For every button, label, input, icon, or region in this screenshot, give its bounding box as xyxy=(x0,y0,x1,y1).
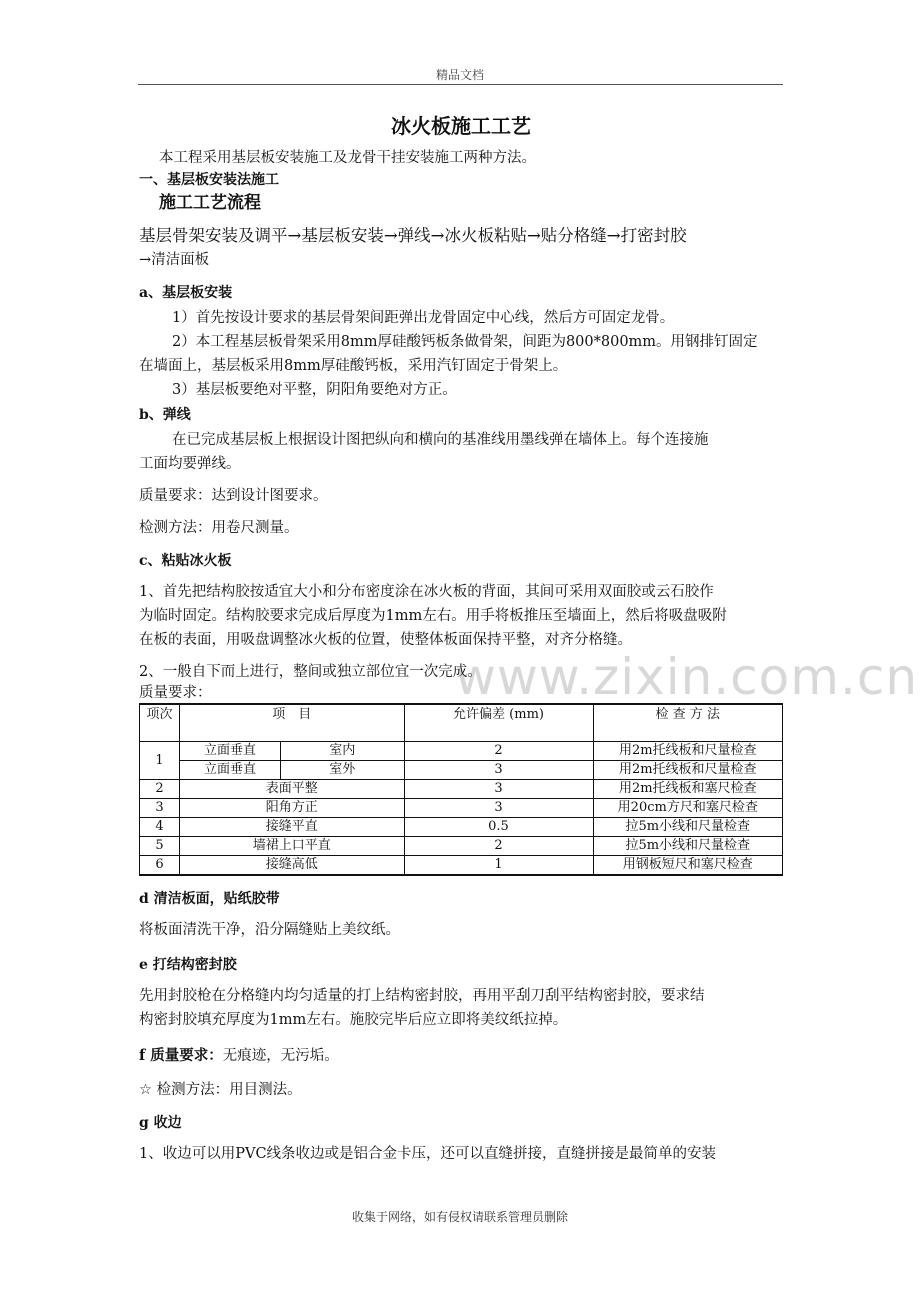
row-method: 用钢板短尺和塞尺检查 xyxy=(593,856,783,876)
section-d-heading: d 清洁板面，贴纸胶带 xyxy=(139,891,280,907)
section-e-heading: e 打结构密封胶 xyxy=(139,957,237,973)
page-header: 精品文档 xyxy=(435,68,484,82)
section-c-quality-label: 质量要求： xyxy=(139,685,212,701)
row1-no: 1 xyxy=(140,742,180,780)
row-item: 阳角方正 xyxy=(180,799,405,818)
row-value: 2 xyxy=(404,837,593,856)
row1a-method: 用2m托线板和尺量检查 xyxy=(593,742,783,761)
table-header-row xyxy=(140,704,783,742)
row1a-sub: 室内 xyxy=(281,742,405,761)
intro-paragraph: 本工程采用基层板安装施工及龙骨干挂安装施工两种方法。 xyxy=(159,150,536,166)
row-no: 3 xyxy=(140,799,180,818)
section-b-p1b: 工面均要弹线。 xyxy=(139,456,241,472)
row-item: 表面平整 xyxy=(180,780,405,799)
section-a-p3: 3）基层板要绝对平整，阴阳角要绝对方正。 xyxy=(172,382,457,398)
section-e-p1b: 构密封胶填充厚度为1mm左右。施胶完毕后应立即将美纹纸拉掉。 xyxy=(139,1012,568,1028)
header-rule xyxy=(138,84,783,85)
row-item: 接缝平直 xyxy=(180,818,405,837)
row-no: 6 xyxy=(140,856,180,876)
process-flow-line2: →清洁面板 xyxy=(139,252,210,268)
row-method: 用20cm方尺和塞尺检查 xyxy=(593,799,783,818)
section-c-p2: 2、一般自下而上进行，整间或独立部位宜一次完成。 xyxy=(139,664,482,680)
table-row xyxy=(140,761,783,780)
watermark: www.zixin.com.cn xyxy=(455,648,919,706)
section-f-text: 无痕迹，无污垢。 xyxy=(222,1048,339,1064)
table-row xyxy=(140,837,783,856)
star-icon: ☆ xyxy=(139,1082,152,1098)
section-f-label: f 质量要求： xyxy=(139,1047,223,1064)
row-method: 拉5m小线和尺量检查 xyxy=(593,837,783,856)
section-c-p1c: 在板的表面，用吸盘调整冰火板的位置，使整体板面保持平整，对齐分格缝。 xyxy=(139,632,632,648)
table-row xyxy=(140,742,783,761)
section-b-quality: 质量要求：达到设计图要求。 xyxy=(139,488,328,504)
section-check-text: 检测方法：用目测法。 xyxy=(156,1082,302,1098)
row1a-item: 立面垂直 xyxy=(180,742,281,761)
section-b-heading: b、弹线 xyxy=(139,407,191,423)
section-f xyxy=(139,1044,783,1068)
header-tolerance: 允许偏差 (mm) xyxy=(404,704,593,742)
section-a-p2a: 2）本工程基层板骨架采用8mm厚硅酸钙板条做骨架，间距为800*800mm。用钢排钉固定 xyxy=(172,334,758,350)
section-a-p1: 1）首先按设计要求的基层骨架间距弹出龙骨固定中心线，然后方可固定龙骨。 xyxy=(172,310,675,326)
document-title: 冰火板施工工艺 xyxy=(391,114,531,138)
page-footer: 收集于网络，如有侵权请联系管理员删除 xyxy=(351,1210,568,1224)
section-b-method: 检测方法：用卷尺测量。 xyxy=(139,520,299,536)
table-row xyxy=(140,856,783,876)
header-item: 项 目 xyxy=(180,704,405,742)
row1b-item: 立面垂直 xyxy=(180,761,281,780)
section1-subheading: 施工工艺流程 xyxy=(159,193,261,213)
tolerance-table xyxy=(139,703,783,876)
section-a-p2b: 在墙面上，基层板采用8mm厚硅酸钙板，采用汽钉固定于骨架上。 xyxy=(139,358,568,374)
process-flow-line1: 基层骨架安装及调平→基层板安装→弹线→冰火板粘贴→贴分格缝→打密封胶 xyxy=(139,226,687,245)
section-c-heading: c、粘贴冰火板 xyxy=(139,553,232,569)
row-item: 接缝高低 xyxy=(180,856,405,876)
row1b-value: 3 xyxy=(404,761,593,780)
document-body xyxy=(139,112,783,1166)
row-no: 5 xyxy=(140,837,180,856)
section-c-p1b: 为临时固定。结构胶要求完成后厚度为1mm左右。用手将板推压至墙面上，然后将吸盘吸附 xyxy=(139,608,727,624)
section-a-heading: a、基层板安装 xyxy=(139,285,233,301)
row-no: 2 xyxy=(140,780,180,799)
row-value: 3 xyxy=(404,799,593,818)
section-check xyxy=(139,1078,783,1102)
row-method: 用2m托线板和塞尺检查 xyxy=(593,780,783,799)
header-method: 检 查 方 法 xyxy=(593,704,783,742)
section1-heading: 一、基层板安装法施工 xyxy=(139,172,279,188)
table-row xyxy=(140,780,783,799)
row-value: 0.5 xyxy=(404,818,593,837)
section-b-p1a: 在已完成基层板上根据设计图把纵向和横向的基准线用墨线弹在墙体上。每个连接施 xyxy=(172,432,709,448)
row1b-sub: 室外 xyxy=(281,761,405,780)
row-item: 墙裙上口平直 xyxy=(180,837,405,856)
row-value: 3 xyxy=(404,780,593,799)
row-method: 拉5m小线和尺量检查 xyxy=(593,818,783,837)
table-row xyxy=(140,818,783,837)
row-no: 4 xyxy=(140,818,180,837)
row1b-method: 用2m托线板和尺量检查 xyxy=(593,761,783,780)
section-c-p1a: 1、首先把结构胶按适宜大小和分布密度涂在冰火板的背面，其间可采用双面胶或云石胶作 xyxy=(139,584,714,600)
section-e-p1a: 先用封胶枪在分格缝内均匀适量的打上结构密封胶，再用平刮刀刮平结构密封胶，要求结 xyxy=(139,988,705,1004)
section-g-p1: 1、收边可以用PVC线条收边或是铝合金卡压，还可以直缝拼接，直缝拼接是最简单的安装 xyxy=(139,1146,717,1162)
section-d-paragraph: 将板面清洗干净，沿分隔缝贴上美纹纸。 xyxy=(139,922,400,938)
row-value: 1 xyxy=(404,856,593,876)
row1a-value: 2 xyxy=(404,742,593,761)
header-no: 项次 xyxy=(140,704,180,742)
section-g-heading: g 收边 xyxy=(139,1115,182,1131)
table-row xyxy=(140,799,783,818)
